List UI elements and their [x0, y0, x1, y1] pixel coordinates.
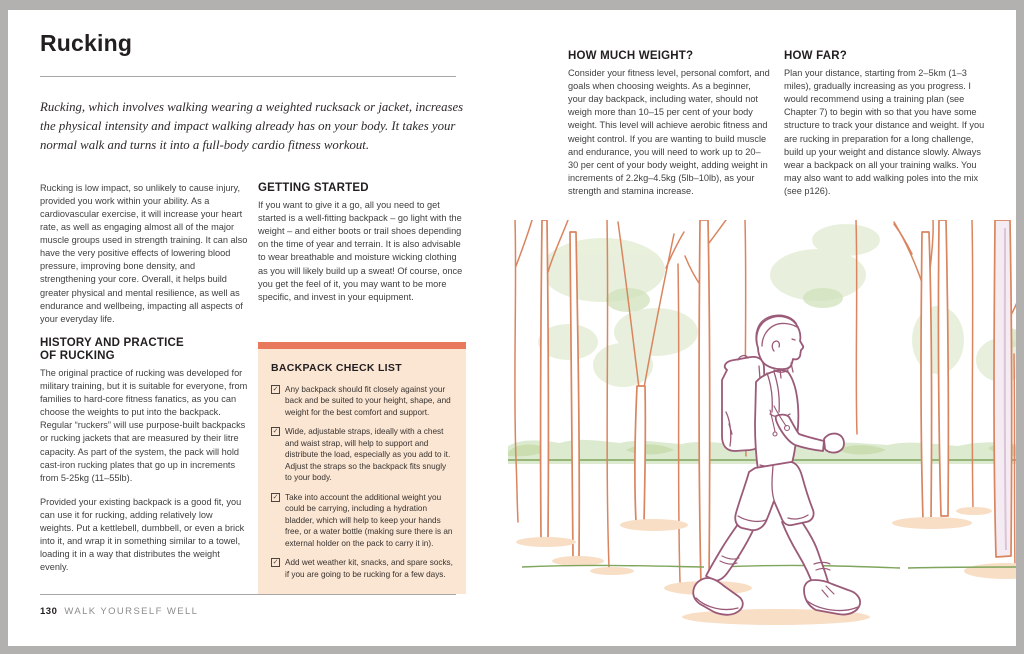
checklist-item — [271, 426, 453, 483]
backpack-checklist-panel — [258, 342, 466, 594]
checklist-item-text: Wide, adjustable straps, ideally with a chest and waist strap, will help to support and distribute the load, especially as you add to it. Adjust the straps so the backpack fits snugly to your body. — [285, 427, 451, 483]
column-left — [40, 182, 248, 585]
column-how-far — [784, 50, 986, 209]
checklist-item-text: Take into account the additional weight you could be carrying, including a hydration bladder, which will help to keep your hands free, or a water bottle (making sure there is an external holder on the pack to carry it in). — [285, 492, 453, 548]
panel-body — [258, 349, 466, 594]
checkbox-checked-icon: ✓ — [272, 493, 279, 501]
section-heading-how-much-weight: HOW MUCH WEIGHT? — [568, 50, 694, 62]
checkbox-checked-icon: ✓ — [272, 559, 279, 567]
intro-paragraph: Rucking, which involves walking wearing a weighted rucksack or jacket, increases the physical intensity and impact walking already has on your body. It takes your normal walk and turns it into a full-body cardio fitness workout. — [40, 100, 464, 153]
paragraph: Provided your existing backpack is a good fit, you can use it for rucking, adding relatively low weights. Put a kettlebell, dumbbell, or even a brick into it, and wrap it in something similar to a towel, loading it in a way that distributes the weight evenly. — [40, 496, 245, 572]
forest-walk-svg — [508, 220, 1016, 640]
checklist-heading: BACKPACK CHECK LIST — [271, 362, 402, 374]
checklist-item-text: Any backpack should fit closely against your back and be suited to your height, shape, and weight for the best comfort and support. — [285, 385, 451, 417]
checkbox-checked-icon: ✓ — [272, 428, 279, 436]
walking-man-forest-illustration — [508, 220, 1016, 640]
paragraph: The original practice of rucking was developed for military training, but it is suitable for everyone, from families to hard-core fitness fanatics, as you can choose the weights to put into the backpack. Regular “ruckers” will use purpose-built backpacks or rucking jackets that are measured by their litre capacity. As part of the system, the pack will hold cast-iron rucking plates that go up in increments from 5-25kg (11–55lb). — [40, 368, 248, 483]
page-number: 130 — [40, 606, 58, 617]
checklist-item-text: Add wet weather kit, snacks, and spare socks, if you are going to be rucking for a few days. — [285, 558, 453, 579]
footer-divider — [40, 594, 456, 595]
paragraph: If you want to give it a go, all you need to get started is a well-fitting backpack – go light with the weight – and either boots or trail shoes depending on the time of year and terrain. It is also advisable to wear breathable and moisture wicking clothing as you will likely build up a sweat! Of course, once you get the feel of it, you may want to be more specific, and invest in your equipment. — [258, 200, 463, 302]
page-title: Rucking — [40, 30, 133, 56]
paragraph: Plan your distance, starting from 2–5km (1–3 miles), gradually increasing as you progress. I would recommend using a training plan (see Chapter 7) to begin with so that you have some structure to track your distance and weight. If you are rucking in preparation for a long challenge, build up your weight and distance slowly. Always wear a backpack on all your training walks. You may also want to add walking poles into the mix (see p126). — [784, 68, 985, 196]
paragraph: Rucking is low impact, so unlikely to cause injury, provided you work within your ability. As a cardiovascular exercise, it will increase your heart rate, as well as engaging almost all of the major muscle groups used in strength training. It can also have the very positive effects of lowering blood pressure, improving bone density, and strengthening your core. Overall, it helps build greater physical and mental resilience, as well as endurance and wellbeing, impacting all aspects of your everyday life. — [40, 183, 248, 324]
section-heading-how-far: HOW FAR? — [784, 50, 847, 62]
panel-accent-bar — [258, 342, 466, 349]
title-divider — [40, 76, 456, 77]
checklist-item — [271, 492, 453, 549]
column-middle — [258, 182, 466, 315]
book-page — [8, 10, 1016, 646]
book-title: WALK YOURSELF WELL — [64, 606, 199, 617]
paragraph: Consider your fitness level, personal comfort, and goals when choosing weights. As a beginner, your day backpack, including water, should not weigh more than 10–15 per cent of your body weight. This level will achieve aerobic fitness and weight control. If you are wanting to build muscle and endurance, you will need to work up to 20–30 per cent of your body weight, adding weight in increments of 2.2kg–4.5kg (5lb–10lb), as your strength and stamina increase. — [568, 68, 770, 196]
section-heading-history: HISTORY AND PRACTICE OF RUCKING — [40, 336, 184, 362]
page-footer — [40, 606, 198, 617]
checkbox-checked-icon: ✓ — [272, 386, 279, 393]
section-heading-getting-started: GETTING STARTED — [258, 182, 369, 194]
column-how-much-weight — [568, 50, 770, 209]
checklist-item — [271, 557, 453, 580]
checklist-item — [271, 384, 453, 418]
